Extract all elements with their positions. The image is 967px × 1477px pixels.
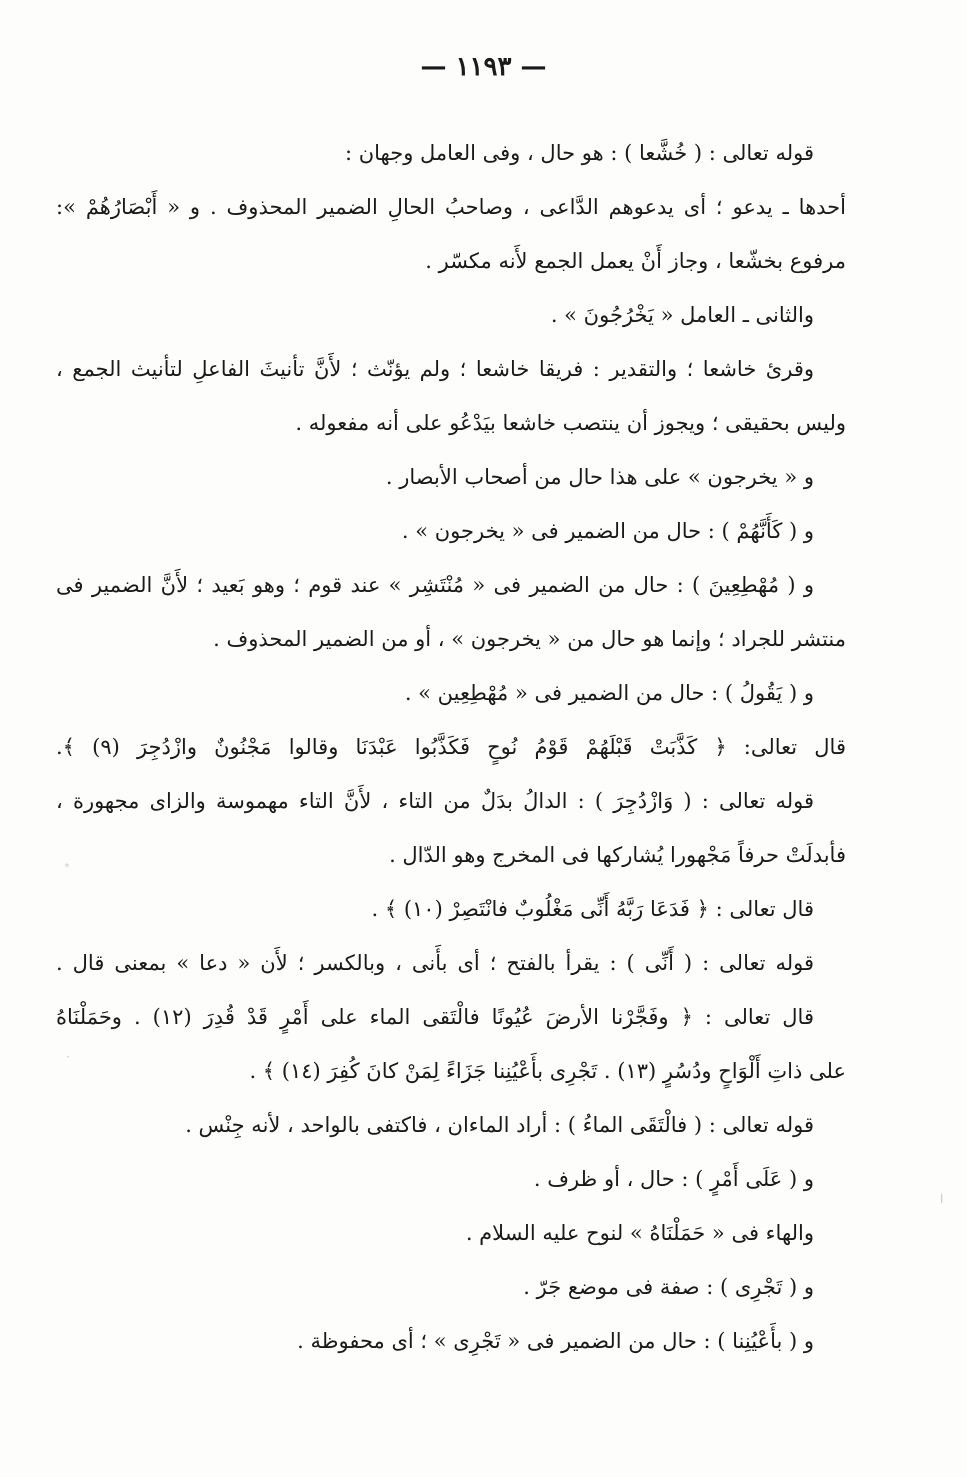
text-line: والثانى ـ العامل « يَخْرُجُونَ » . <box>550 303 814 327</box>
text-line: والهاء فى « حَمَلْنَاهُ » لنوح عليه السلام . <box>465 1221 814 1245</box>
text-line: منتشر للجراد ؛ وإنما هو حال من « يخرجون » ، أو من الضمير المحذوف . <box>213 627 846 651</box>
text-line: على ذاتِ أَلْوَاحٍ ودُسُرٍ (١٣) . تَجْرِى بأَعْيُنِنا جَزَاءً لِمَنْ كانَ كُفِرَ (١٤) ﴾ . <box>249 1059 846 1083</box>
text-line: و ( بأَعْيُنِنا ) : حال من الضمير فى « تَجْرِى » ؛ أى محفوظة . <box>297 1329 814 1353</box>
scan-speck: · <box>66 1050 70 1064</box>
text-line: قال تعالى : ﴿ فَدَعَا رَبَّهُ أَنِّى مَغْلُوبٌ فانْتَصِرْ (١٠) ﴾ . <box>371 897 814 921</box>
text-line: قوله تعالى : ( فالْتَقَى الماءُ ) : أراد الماءان ، فاكتفى بالواحد ، لأنه جِنْس . <box>185 1113 814 1137</box>
text-line: وقرئ خاشعا ؛ والتقدير : فريقا خاشعا ؛ ولم يؤنّث ؛ لأَنَّ تأنيثَ الفاعلِ لتأنيث الجمع ، <box>56 357 814 381</box>
text-line: و ( يَقُولُ ) : حال من الضمير فى « مُهْطِعِين » . <box>404 681 814 705</box>
text-line: قال تعالى : ﴿ وفَجَّرْنا الأرضَ عُيُونًا فالْتَقى الماء على أَمْرٍ قَدْ قُدِرَ (١٢) . وحَمَلْنَاهُ <box>56 1005 814 1029</box>
text-line: وليس بحقيقى ؛ ويجوز أن ينتصب خاشعا بيَدْعُو على أنه مفعوله . <box>295 411 846 435</box>
text-line: فأبدلَتْ حرفاً مَجْهورا يُشاركها فى المخرج وهو الدّال . <box>389 843 846 867</box>
text-line: مرفوع بخشّعا ، وجاز أَنْ يعمل الجمع لأَنه مكسّر . <box>425 249 846 273</box>
text-line: قوله تعالى : ( أَنِّى ) : يقرأ بالفتح ؛ أى بأَنى ، وبالكسر ؛ لأَن « دعا » بمعنى قال . <box>56 951 814 975</box>
text-line: و ( مُهْطِعِينَ ) : حال من الضمير فى « مُنْتَشِر » عند قوم ؛ وهو بَعيد ؛ لأَنَّ الضمير فى <box>56 573 814 597</box>
text-line: و ( تَجْرِى ) : صفة فى موضع جَرّ . <box>523 1275 814 1299</box>
text-line: و ( عَلَى أَمْرٍ ) : حال ، أو ظرف . <box>533 1167 814 1191</box>
text-line: أحدها ـ يدعو ؛ أى يدعوهم الدَّاعى ، وصاحبُ الحالِ الضمير المحذوف . و « أَبْصَارُهُمْ »: <box>56 195 846 219</box>
text-line: و ( كَأَنَّهُمْ ) : حال من الضمير فى « يخرجون » . <box>401 519 814 543</box>
text-line: قال تعالى: ﴿ كَذَّبَتْ قَبْلَهُمْ قَوْمُ نُوحٍ فَكَذَّبُوا عَبْدَنَا وقالوا مَجْنُونٌ وازْدُجِرَ (٩) ﴾. <box>56 735 846 759</box>
scan-speck: ا <box>940 1192 944 1206</box>
page-body <box>56 126 846 1368</box>
text-line: قوله تعالى : ( خُشَّعا ) : هو حال ، وفى العامل وجهان : <box>344 141 814 165</box>
scan-speck: ∘ <box>64 858 70 872</box>
text-line: قوله تعالى : ( وَازْدُجِرَ ) : الدالُ بدَلٌ من التاء ، لأَنَّ التاء مهموسة والزاى مجهورة ، <box>56 789 814 813</box>
text-line: و « يخرجون » على هذا حال من أصحاب الأبصار . <box>385 465 814 489</box>
page-number: — ١١٩٣ — <box>420 52 547 82</box>
